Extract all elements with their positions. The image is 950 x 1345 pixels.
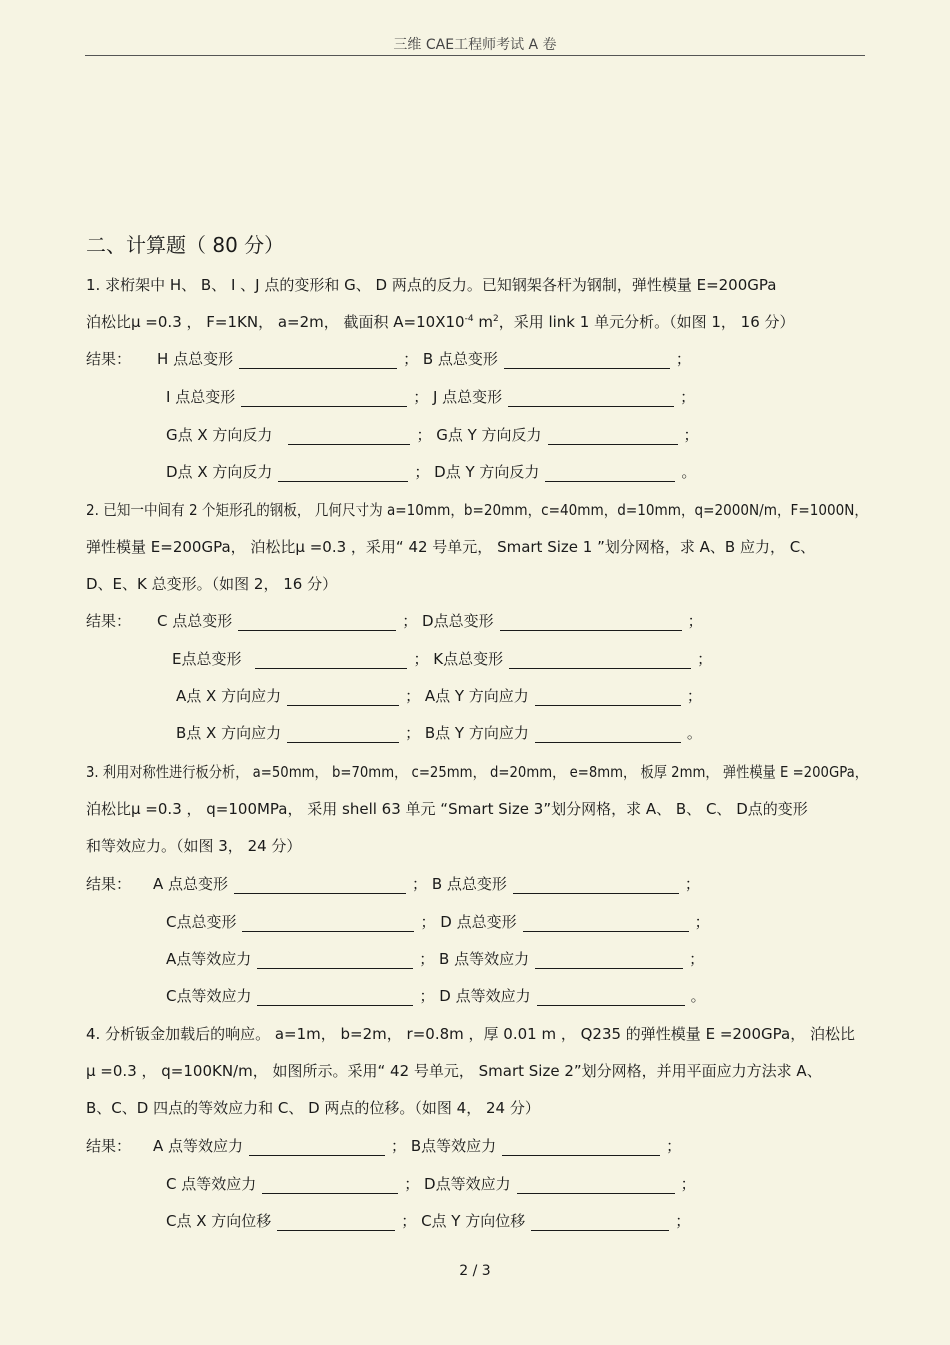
q3-text-line-2: 泊松比μ =0.3 ， q=100MPa， 采用 shell 63 单元 “Smart Size 3”划分网格，求 A、 B、 C、 D点的变形 xyxy=(86,800,808,818)
q2-result-label: 结果： xyxy=(86,612,132,630)
q3-c-deformation-blank[interactable] xyxy=(242,915,414,932)
q2-text-line-3: D、E、K 总变形。（如图 2， 16 分） xyxy=(86,575,338,593)
q2-e-deformation-blank[interactable] xyxy=(255,652,407,669)
q3-b-equivalent-stress-blank[interactable] xyxy=(535,952,683,969)
q3-r2a-label: C点总变形 xyxy=(166,913,237,931)
q1-r3b-label: ； G点 Y 方向反力 xyxy=(416,426,542,444)
q4-r1-end: ； xyxy=(666,1137,682,1155)
q1-r2-end: ； xyxy=(680,388,696,406)
q1-dy-reaction-blank[interactable] xyxy=(545,465,675,482)
q4-b-equivalent-stress-blank[interactable] xyxy=(502,1139,660,1156)
q4-text-line-1: 4. 分析钣金加载后的响应。 a=1m， b=2m， r=0.8m ，厚 0.01 m ， Q235 的弹性模量 E =200GPa， 泊松比 xyxy=(86,1025,855,1043)
q1-r1a-label: H 点总变形 xyxy=(157,350,234,368)
header-rule xyxy=(85,55,865,56)
page-number: 2 / 3 xyxy=(459,1263,491,1279)
q3-a-equivalent-stress-blank[interactable] xyxy=(257,952,413,969)
q1-r4a-label: D点 X 方向反力 xyxy=(166,463,273,481)
q3-result-row-1 xyxy=(86,874,700,894)
q2-by-stress-blank[interactable] xyxy=(535,726,681,743)
q4-result-row-1 xyxy=(86,1136,681,1156)
q1-result-row-1 xyxy=(86,349,691,369)
q1-result-row-2 xyxy=(166,387,695,407)
q2-r2-end: ； xyxy=(697,650,713,668)
q1-gy-reaction-blank[interactable] xyxy=(548,428,678,445)
q2-result-row-3 xyxy=(176,686,702,706)
q3-r3b-label: ； B 点等效应力 xyxy=(419,950,530,968)
q2-result-row-2 xyxy=(172,649,712,669)
q1-dx-reaction-blank[interactable] xyxy=(278,465,408,482)
q3-r2b-label: ； D 点总变形 xyxy=(420,913,517,931)
q2-r1-end: ； xyxy=(687,612,703,630)
q2-r1a-label: C 点总变形 xyxy=(157,612,233,630)
page-header: 三维 CAE工程师考试 A 卷 xyxy=(393,37,557,53)
q2-ay-stress-blank[interactable] xyxy=(535,689,681,706)
q1-r1-end: ； xyxy=(675,350,691,368)
q2-bx-stress-blank[interactable] xyxy=(287,726,399,743)
q4-a-equivalent-stress-blank[interactable] xyxy=(249,1139,385,1156)
q4-cy-displacement-blank[interactable] xyxy=(531,1214,669,1231)
q2-d-deformation-blank[interactable] xyxy=(500,614,682,631)
q2-result-row-1 xyxy=(86,611,703,631)
q1-text-line-2b: m xyxy=(473,313,493,331)
q1-r4b-label: ； D点 Y 方向反力 xyxy=(414,463,540,481)
q4-text-line-2: μ =0.3 ， q=100KN/m， 如图所示。采用“ 42 号单元， Smart Size 2”划分网格，并用平面应力方法求 A、 xyxy=(86,1062,822,1080)
q2-result-row-4 xyxy=(176,723,702,743)
q2-ax-stress-blank[interactable] xyxy=(287,689,399,706)
q4-text-line-3: B、C、D 四点的等效应力和 C、 D 两点的位移。（如图 4， 24 分） xyxy=(86,1099,540,1117)
q4-result-row-2 xyxy=(166,1174,696,1194)
q3-r1a-label: A 点总变形 xyxy=(153,875,229,893)
q4-r2a-label: C 点等效应力 xyxy=(166,1175,257,1193)
q3-r1b-label: ； B 点总变形 xyxy=(412,875,507,893)
q4-r3-end: ； xyxy=(675,1212,691,1230)
q3-result-row-4 xyxy=(166,986,706,1006)
q4-r2b-label: ； D点等效应力 xyxy=(404,1175,511,1193)
q1-r3-end: ； xyxy=(683,426,699,444)
q2-r4a-label: B点 X 方向应力 xyxy=(176,724,282,742)
q3-r4b-label: ； D 点等效应力 xyxy=(419,987,531,1005)
q1-text-line-2a: 泊松比μ =0.3 ， F=1KN， a=2m， 截面积 A=10X10 xyxy=(86,313,465,331)
q2-r4-end: 。 xyxy=(686,724,702,742)
q3-b-deformation-blank[interactable] xyxy=(513,877,679,894)
q2-c-deformation-blank[interactable] xyxy=(238,614,396,631)
q1-text-line-2c: ，采用 link 1 单元分析。（如图 1， 16 分） xyxy=(498,313,795,331)
q3-r2-end: ； xyxy=(694,913,710,931)
q1-result-label: 结果： xyxy=(86,350,132,368)
q4-result-label: 结果： xyxy=(86,1137,132,1155)
q1-exponent-2: 2 xyxy=(492,314,499,324)
q1-j-deformation-blank[interactable] xyxy=(508,390,674,407)
q3-r3a-label: A点等效应力 xyxy=(166,950,252,968)
q3-c-equivalent-stress-blank[interactable] xyxy=(257,989,413,1006)
q1-i-deformation-blank[interactable] xyxy=(241,390,407,407)
q1-text-line-1: 1. 求桁架中 H、 B、 I 、J 点的变形和 G、 D 两点的反力。已知钢架各杆为钢制，弹性模量 E=200GPa xyxy=(86,276,777,294)
q2-r4b-label: ； B点 Y 方向应力 xyxy=(405,724,529,742)
q1-r2b-label: ； J 点总变形 xyxy=(413,388,503,406)
q4-r1a-label: A 点等效应力 xyxy=(153,1137,244,1155)
q4-d-equivalent-stress-blank[interactable] xyxy=(517,1177,675,1194)
q3-d-deformation-blank[interactable] xyxy=(523,915,689,932)
q1-h-deformation-blank[interactable] xyxy=(239,352,397,369)
q3-text-line-3: 和等效应力。（如图 3， 24 分） xyxy=(86,837,302,855)
q4-r1b-label: ； B点等效应力 xyxy=(391,1137,497,1155)
q2-text-line-1: 2. 已知一中间有 2 个矩形孔的钢板， 几何尺寸为 a=10mm，b=20mm，c=40mm，d=10mm，q=2000N/m，F=1000N， xyxy=(86,501,868,519)
section-title: 二、计算题（ 80 分） xyxy=(86,233,285,257)
q4-r3a-label: C点 X 方向位移 xyxy=(166,1212,272,1230)
q4-c-equivalent-stress-blank[interactable] xyxy=(262,1177,398,1194)
q2-r3a-label: A点 X 方向应力 xyxy=(176,687,282,705)
q3-a-deformation-blank[interactable] xyxy=(234,877,406,894)
q1-result-row-4 xyxy=(166,462,696,482)
q3-r4-end: 。 xyxy=(690,987,706,1005)
q2-r3b-label: ； A点 Y 方向应力 xyxy=(405,687,529,705)
q3-text-line-1: 3. 利用对称性进行板分析， a=50mm， b=70mm， c=25mm， d=20mm， e=8mm， 板厚 2mm， 弹性模量 E =200GPa， xyxy=(86,763,868,781)
q2-r2b-label: ； K点总变形 xyxy=(413,650,504,668)
q2-k-deformation-blank[interactable] xyxy=(509,652,691,669)
q2-r3-end: ； xyxy=(686,687,702,705)
q3-d-equivalent-stress-blank[interactable] xyxy=(537,989,685,1006)
q2-r1b-label: ； D点总变形 xyxy=(402,612,494,630)
q1-gx-reaction-blank[interactable] xyxy=(288,428,410,445)
q1-r2a-label: I 点总变形 xyxy=(166,388,236,406)
q4-result-row-3 xyxy=(166,1211,690,1231)
q1-text-line-2 xyxy=(86,312,795,332)
q3-result-label: 结果： xyxy=(86,875,132,893)
q3-r3-end: ； xyxy=(689,950,705,968)
q3-result-row-3 xyxy=(166,949,704,969)
q1-exponent-1: -4 xyxy=(464,314,474,324)
q2-text-line-2: 弹性模量 E=200GPa， 泊松比μ =0.3 ，采用“ 42 号单元， Smart Size 1 ”划分网格，求 A、B 应力， C、 xyxy=(86,538,816,556)
q4-r3b-label: ； C点 Y 方向位移 xyxy=(401,1212,526,1230)
q2-r2a-label: E点总变形 xyxy=(172,650,242,668)
q1-r3a-label: G点 X 方向反力 xyxy=(166,426,273,444)
q1-b-deformation-blank[interactable] xyxy=(504,352,670,369)
q3-r1-end: ； xyxy=(684,875,700,893)
q3-result-row-2 xyxy=(166,912,710,932)
q4-r2-end: ； xyxy=(680,1175,696,1193)
q1-result-row-3 xyxy=(166,425,699,445)
q4-cx-displacement-blank[interactable] xyxy=(277,1214,395,1231)
q1-r1b-label: ； B 点总变形 xyxy=(403,350,498,368)
q3-r4a-label: C点等效应力 xyxy=(166,987,252,1005)
q1-r4-end: 。 xyxy=(681,463,697,481)
